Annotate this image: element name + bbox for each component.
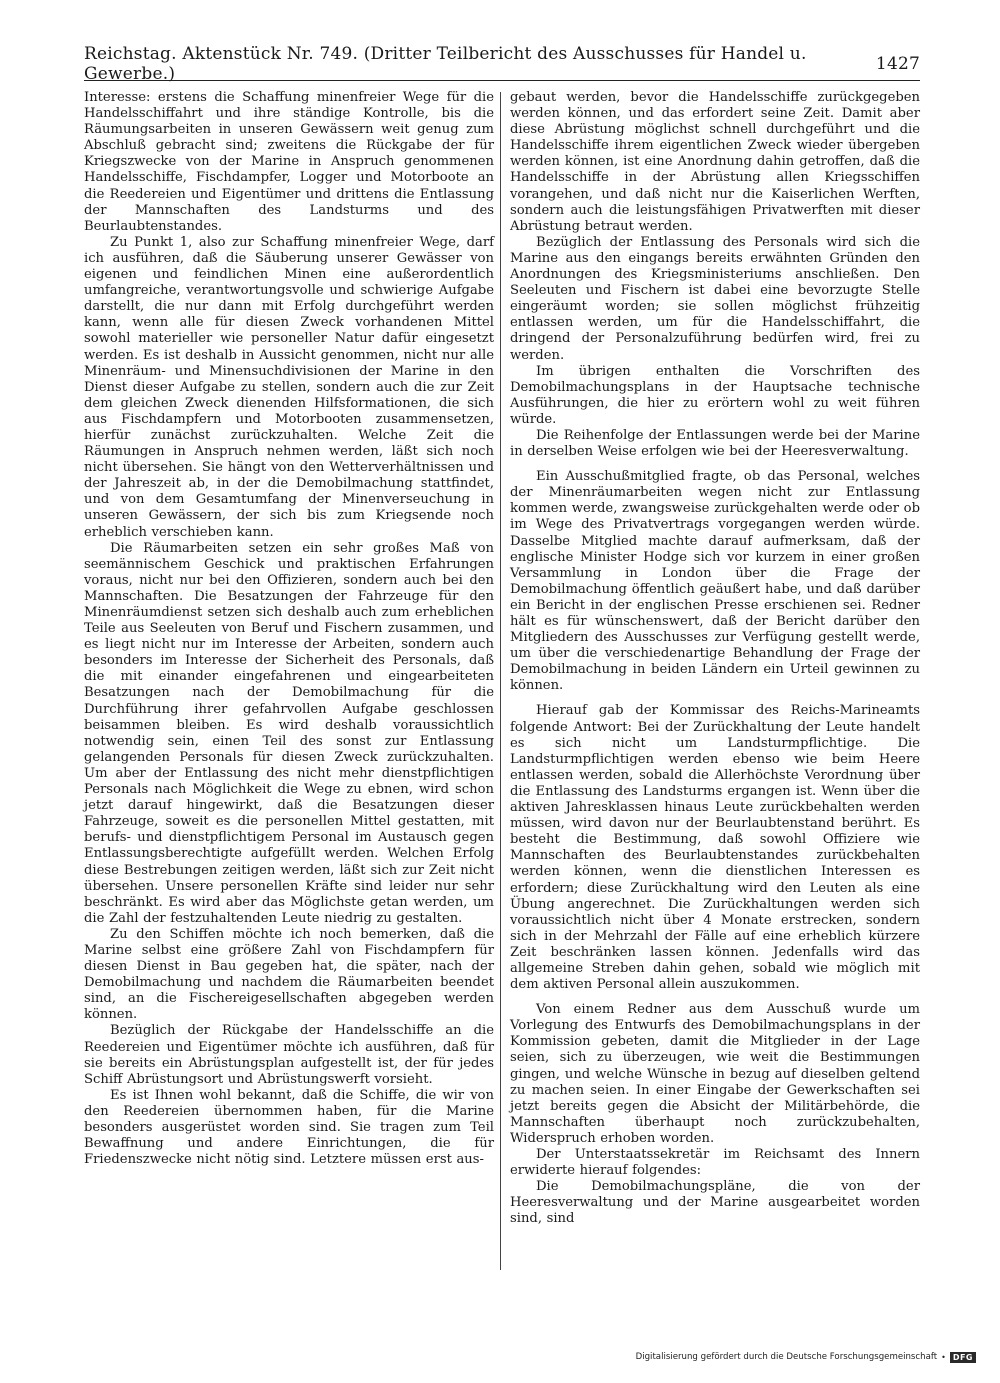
page-number: 1427 bbox=[875, 54, 920, 74]
left-column bbox=[84, 90, 494, 1168]
paragraph: Von einem Redner aus dem Ausschuß wurde um Vorlegung des Entwurfs des Demobilmachungsplans in der Kommission gebeten, damit die Mitglieder in der Lage seien, sich zu überzeugen, wie weit die Bestimmungen gingen, und welche Wünsche in bezug auf dieselben geltend zu machen seien. In einer Eingabe der Gewerkschaften sei jetzt bereits gegen die Absicht der Militärbehörde, die Mannschaften überhaupt noch zurückzubehalten, Widerspruch erhoben worden. bbox=[510, 1002, 920, 1146]
paragraph: Der Unterstaatssekretär im Reichsamt des Innern erwiderte hierauf folgendes: bbox=[510, 1147, 920, 1179]
paragraph: Bezüglich der Entlassung des Personals wird sich die Marine aus den eingangs bereits erwähnten Gründen den Anordnungen des Kriegsministeriums anschließen. Den Seeleuten und Fischern ist dabei eine bevorzugte Stelle eingeräumt worden; sie sollen möglichst frühzeitig entlassen werden, um für die Handelsschiffahrt, die dringend der Personalzuführung bedürfen wird, frei zu werden. bbox=[510, 234, 920, 363]
digitization-credit bbox=[636, 1349, 976, 1365]
credit-text: Digitalisierung gefördert durch die Deutsche Forschungsgemeinschaft bbox=[635, 1352, 938, 1362]
paragraph: Zu den Schiffen möchte ich noch bemerken, daß die Marine selbst eine größere Zahl von Fischdampfern für diesen Dienst in Bau gegeben hat, die später, nach der Demobilmachung und nachdem die Räumarbeiten beendet sind, an die Fischereigesellschaften abgegeben werden können. bbox=[84, 926, 494, 1023]
paragraph: Ein Ausschußmitglied fragte, ob das Personal, welches der Minenräumarbeiten wegen nicht zur Entlassung kommen werde, zwangsweise zurückgehalten werde oder ob im Wege des Privatvertrags vorgegangen werden würde. Dasselbe Mitglied machte darauf aufmerksam, daß der englische Minister Hodge sich vor kurzem in einer großen Versammlung in London über die Frage der Demobilmachung öffentlich geäußert habe, und daß darüber ein Bericht in der englischen Presse erschienen sei. Redner hält es für wünschenswert, daß der Bericht darüber den Mitgliedern des Ausschusses zur Verfügung gestellt werde, um über die verschiedenartige Behandlung der Frage der Demobilmachung in beiden Ländern ein Urteil gewinnen zu können. bbox=[510, 469, 920, 694]
paragraph: Hierauf gab der Kommissar des Reichs-Marineamts folgende Antwort: Bei der Zurückhaltung der Leute handelt es sich nicht um Landsturmpflichtige. Die Landsturmpflichtigen werden ebenso wie beim Heere entlassen werden, sobald die Allerhöchste Verordnung über die Entlassung des Landsturms ergangen ist. Wenn über die aktiven Jahresklassen hinaus Leute zurückbehalten werden müssen, wird davon nur der Beurlaubtenstand berührt. Es besteht die Bestimmung, daß sowohl Offiziere wie Mannschaften des Beurlaubtenstandes zurückbehalten werden können, wenn die dienstlichen Interessen es erfordern; diese Zurückhaltung wird den Leuten als eine Übung angerechnet. Die Zurückhaltungen werden sich voraussichtlich nicht über 4 Monate erstrecken, sondern sich in der Mehrzahl der Fälle auf eine erheblich kürzere Zeit beschränken lassen können. Jedenfalls wird das allgemeine Streben dahin gehen, sobald wie möglich mit dem aktiven Personal allein auszukommen. bbox=[510, 703, 920, 993]
paragraph: Die Demobilmachungspläne, die von der Heeresverwaltung und der Marine ausgearbeitet worden sind, sind bbox=[510, 1179, 920, 1227]
paragraph: Es ist Ihnen wohl bekannt, daß die Schiffe, die wir von den Reedereien übernommen haben, für die Marine besonders ausgerüstet worden sind. Sie tragen zum Teil Bewaffnung und andere Einrichtungen, die für Friedenszwecke nicht nötig sind. Letztere müssen erst aus- bbox=[84, 1087, 494, 1168]
page-title: Reichstag. Aktenstück Nr. 749. (Dritter Teilbericht des Ausschusses für Handel u. Gewerbe.) bbox=[84, 44, 807, 84]
paragraph: Interesse: erstens die Schaffung minenfreier Wege für die Handelsschiffahrt und ihre ständige Kontrolle, bis die Räumungsarbeiten in unseren Gewässern weit genug zum Abschluß gebracht sind; zweitens die Rückgabe der für Kriegszwecke von der Marine in Anspruch genommenen Handelsschiffe, Fischdampfer, Logger und Motorboote an die Reedereien und Eigentümer und drittens die Entlassung der Mannschaften des Landsturms und des Beurlaubtenstandes. bbox=[84, 90, 494, 234]
paragraph: gebaut werden, bevor die Handelsschiffe zurückgegeben werden können, und das erfordert seine Zeit. Damit aber diese Abrüstung möglichst schnell durchgeführt und die Handelsschiffe ihrem eigentlichen Zweck wieder übergeben werden können, ist eine Anordnung dahin getroffen, daß die Handelsschiffe in der Abrüstung allen Kriegsschiffen vorangehen, und daß nicht nur die Kaiserlichen Werften, sondern auch die leistungsfähigen Privatwerften mit dieser Abrüstung betraut werden. bbox=[510, 90, 920, 234]
right-column bbox=[510, 90, 920, 1227]
paragraph: Die Räumarbeiten setzen ein sehr großes Maß von seemännischem Geschick und praktischen Erfahrungen voraus, nicht nur bei den Offizieren, sondern auch bei den Mannschaften. Die Besatzungen der Fahrzeuge für den Minenräumdienst setzen sich deshalb auch zum erheblichen Teile aus Seeleuten von Beruf und Fischern zusammen, und es liegt nicht nur im Interesse der Arbeiten, sondern auch besonders im Interesse der Sicherheit des Personals, daß die mit einander eingefahrenen und eingearbeiteten Besatzungen nach der Demobilmachung für die Durchführung ihrer gefahrvollen Aufgabe geschlossen beisammen bleiben. Es wird deshalb voraussichtlich notwendig sein, einen Teil des sonst zur Entlassung gelangenden Personals für diesen Zweck zurückzuhalten. Um aber der Entlassung des nicht mehr dienstpflichtigen Personals nach Möglichkeit die Wege zu ebnen, wird schon jetzt darauf hingewirkt, daß die Besatzungen dieser Fahrzeuge, soweit es die personellen Mittel gestatten, mit berufs- und dienstpflichtigem Personal im Austausch gegen Entlassungsberechtigte aufgefüllt werden. Welchen Erfolg diese Bestrebungen zeitigen werden, läßt sich zur Zeit nicht übersehen. Unsere personellen Kräfte sind leider nur sehr beschränkt. Es wird aber das Möglichste getan werden, um die Zahl der festzuhaltenden Leute niedrig zu gestalten. bbox=[84, 540, 494, 926]
running-header bbox=[84, 44, 920, 84]
paragraph: Bezüglich der Rückgabe der Handelsschiffe an die Reedereien und Eigentümer möchte ich ausführen, daß für sie bereits ein Abrüstungsplan aufgestellt ist, der für jedes Schiff Abrüstungsort und Abrüstungswerft vorsieht. bbox=[84, 1023, 494, 1087]
column-divider bbox=[500, 92, 501, 1270]
paragraph: Zu Punkt 1, also zur Schaffung minenfreier Wege, darf ich ausführen, daß die Säuberung unserer Gewässer von eigenen und feindlichen Minen eine außerordentlich umfangreiche, verantwortungsvolle und schwierige Aufgabe darstellt, die nur dann mit Erfolg durchgeführt werden kann, wenn alle für diesen Zweck vorhandenen Mittel sowohl materieller wie personeller Natur dafür eingesetzt werden. Es ist deshalb in Aussicht genommen, nicht nur alle Minenräum- und Minensuchdivisionen der Marine in den Dienst dieser Aufgabe zu stellen, sondern auch die zur Zeit dem gleichen Zweck dienenden Hilfsformationen, die sich aus Fischdampfern und Motorbooten zusammensetzen, hierfür zunächst zurückzuhalten. Welche Zeit die Räumungen in Anspruch nehmen werden, läßt sich noch nicht übersehen. Sie hängt von den Wetterverhältnissen und der Jahreszeit ab, in der die Demobilmachung stattfindet, und von dem Gesamtumfang der Minenverseuchung in unseren Gewässern, der sich bis zum Kriegsende noch erheblich verschieben kann. bbox=[84, 234, 494, 540]
separator-dot: • bbox=[941, 1352, 946, 1362]
paragraph: Im übrigen enthalten die Vorschriften des Demobilmachungsplans in der Hauptsache technische Ausführungen, die hier zu erörtern wohl zu weit führen würde. bbox=[510, 363, 920, 427]
dfg-logo-icon: DFG bbox=[950, 1352, 976, 1363]
paragraph: Die Reihenfolge der Entlassungen werde bei der Marine in derselben Weise erfolgen wie bei der Heeresverwaltung. bbox=[510, 427, 920, 460]
